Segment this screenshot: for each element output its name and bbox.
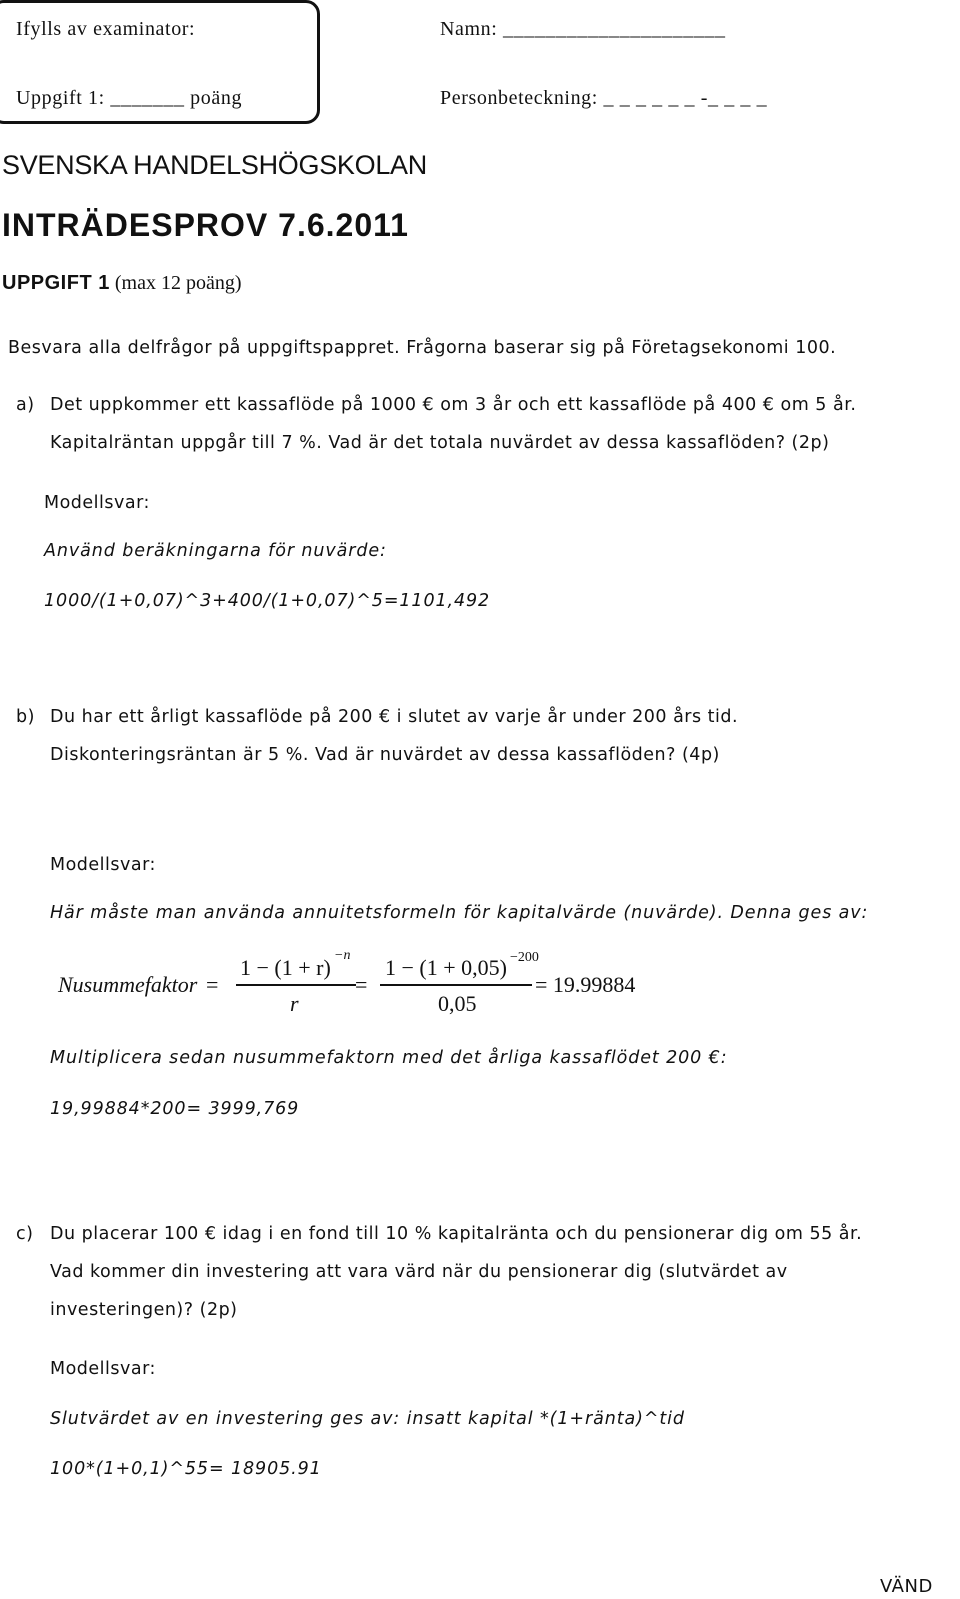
task-max-points: (max 12 poäng): [114, 272, 242, 294]
question-b-line1: Du har ett årligt kassaflöde på 200 € i slutet av varje år under 200 års tid.: [50, 707, 739, 727]
question-b-calculation: 19,99884*200= 3999,769: [50, 1099, 300, 1119]
task-heading: [2, 272, 242, 295]
question-b-answer-multiply: Multiplicera sedan nusummefaktorn med det årliga kassaflödet 200 €:: [50, 1048, 728, 1068]
question-c-calculation: 100*(1+0,1)^55= 18905.91: [50, 1459, 322, 1479]
question-a-answer-intro: Använd beräkningarna för nuvärde:: [44, 541, 387, 561]
question-b-model-label: Modellsvar:: [50, 855, 156, 875]
question-b-letter: b): [16, 707, 35, 727]
formula-exp2: −200: [510, 950, 539, 965]
task-points-field: Uppgift 1: _______ poäng: [16, 87, 243, 109]
question-a-line2: Kapitalräntan uppgår till 7 %. Vad är det totala nuvärdet av dessa kassaflöden? (2p): [50, 433, 830, 453]
formula-exp1: −n: [334, 948, 351, 963]
formula-result: = 19.99884: [535, 972, 636, 997]
question-c-line3: investeringen)? (2p): [50, 1300, 238, 1320]
personal-id-field: Personbeteckning: _ _ _ _ _ _ -_ _ _ _: [440, 87, 768, 109]
question-b-line2: Diskonteringsräntan är 5 %. Vad är nuvärdet av dessa kassaflöden? (4p): [50, 745, 720, 765]
examiner-label: Ifylls av examinator:: [16, 18, 196, 40]
question-a-letter: a): [16, 395, 35, 415]
formula-eq2: =: [355, 972, 368, 997]
question-c-letter: c): [16, 1224, 34, 1244]
question-a-calculation: 1000/(1+0,07)^3+400/(1+0,07)^5=1101,492: [44, 591, 491, 611]
name-field: Namn: _____________________: [440, 18, 726, 40]
task-title: UPPGIFT 1: [2, 272, 110, 294]
formula-eq1: =: [206, 972, 219, 997]
formula-den2: 0,05: [438, 991, 477, 1016]
exam-title: INTRÄDESPROV 7.6.2011: [2, 207, 409, 243]
question-c-answer-intro: Slutvärdet av en investering ges av: insatt kapital *(1+ränta)^tid: [50, 1409, 685, 1429]
school-name: SVENSKA HANDELSHÖGSKOLAN: [2, 150, 427, 180]
turn-page-label: VÄND: [880, 1576, 933, 1597]
question-a-line1: Det uppkommer ett kassaflöde på 1000 € om 3 år och ett kassaflöde på 400 € om 5 år.: [50, 395, 857, 415]
question-a-model-label: Modellsvar:: [44, 493, 150, 513]
question-c-line2: Vad kommer din investering att vara värd när du pensionerar dig (slutvärdet av: [50, 1262, 788, 1282]
formula-num2: 1 − (1 + 0,05): [385, 955, 507, 980]
formula-fraction-bar-1: [236, 984, 356, 986]
formula-num1: 1 − (1 + r): [240, 955, 331, 980]
question-b-answer-intro: Här måste man använda annuitetsformeln för kapitalvärde (nuvärde). Denna ges av:: [50, 903, 869, 923]
task-intro: Besvara alla delfrågor på uppgiftspappret. Frågorna baserar sig på Företagsekonomi 100.: [8, 338, 837, 358]
question-c-line1: Du placerar 100 € idag i en fond till 10 % kapitalränta och du pensionerar dig om 55 år.: [50, 1224, 863, 1244]
formula-lhs: Nusummefaktor: [58, 972, 198, 997]
formula-fraction-bar-2: [380, 984, 532, 986]
formula-den1: r: [290, 991, 299, 1016]
question-c-model-label: Modellsvar:: [50, 1359, 156, 1379]
